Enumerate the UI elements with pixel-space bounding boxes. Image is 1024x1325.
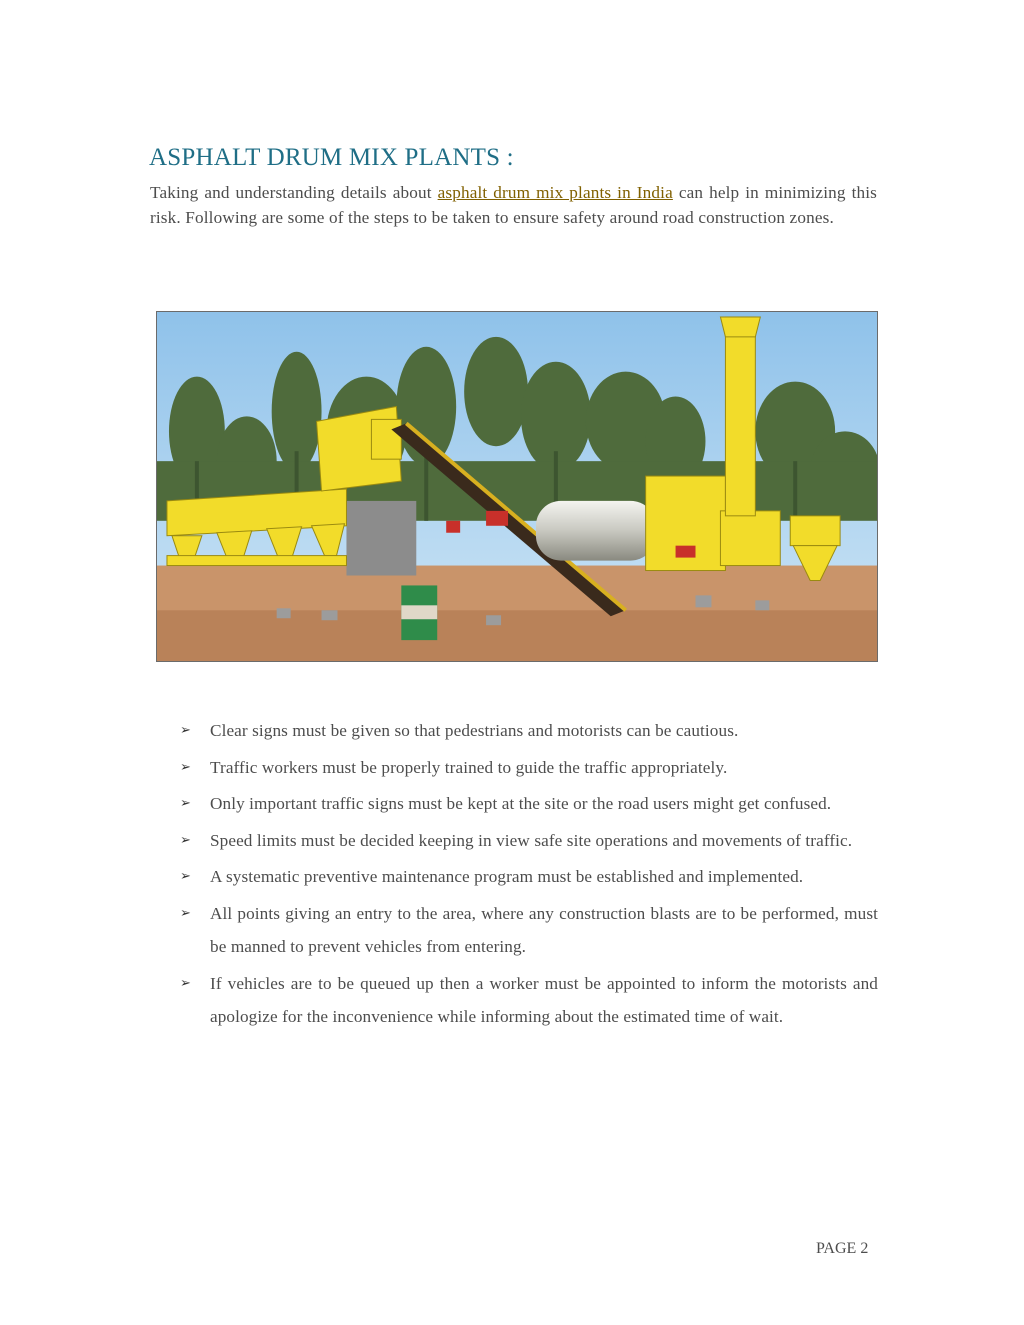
intro-paragraph xyxy=(150,181,877,230)
intro-text-before: Taking and understanding details about xyxy=(150,183,438,202)
screen-tower xyxy=(317,406,402,491)
arrow-right-icon: ➢ xyxy=(180,975,191,991)
intro-text-after: can help in minimizing this risk. Following are some of the steps to be taken to ensure safety around road construction zones. xyxy=(150,183,878,227)
list-item xyxy=(180,967,878,1034)
plant-photo-illustration xyxy=(157,312,877,661)
arrow-right-icon: ➢ xyxy=(180,869,191,884)
list-item-text: Clear signs must be given so that pedestrians and motorists can be cautious. xyxy=(210,721,739,740)
safety-steps-list xyxy=(180,714,878,1037)
stone-wall xyxy=(346,501,416,576)
list-item xyxy=(180,751,878,785)
list-item xyxy=(180,860,878,894)
list-item xyxy=(180,824,878,858)
arrow-right-icon: ➢ xyxy=(180,905,191,921)
asphalt-plants-link[interactable]: asphalt drum mix plants in India xyxy=(437,183,673,202)
list-item xyxy=(180,897,878,964)
list-item-text: All points giving an entry to the area, where any construction blasts are to be performed, must be manned to prevent vehicles from entering. xyxy=(210,903,878,956)
plant-photo xyxy=(156,311,878,662)
list-item xyxy=(180,714,878,748)
dryer-drum xyxy=(536,501,656,561)
arrow-right-icon: ➢ xyxy=(180,832,191,848)
list-item-text: Speed limits must be decided keeping in view safe site operations and movements of traffic. xyxy=(210,830,853,850)
section-heading: ASPHALT DRUM MIX PLANTS : xyxy=(149,144,514,171)
list-item xyxy=(180,787,878,821)
arrow-right-icon: ➢ xyxy=(180,759,191,775)
list-item-text: Traffic workers must be properly trained to guide the traffic appropriately. xyxy=(210,757,728,777)
list-item-text: Only important traffic signs must be kept at the site or the road users might get confused. xyxy=(210,794,832,813)
page-number: PAGE 2 xyxy=(816,1240,869,1257)
list-item-text: A systematic preventive maintenance program must be established and implemented. xyxy=(210,867,804,886)
arrow-right-icon: ➢ xyxy=(180,723,191,738)
arrow-right-icon: ➢ xyxy=(180,796,191,811)
list-item-text: If vehicles are to be queued up then a worker must be appointed to inform the motorists and apologize for the inconvenience while informing about the estimated time of wait. xyxy=(210,973,878,1026)
